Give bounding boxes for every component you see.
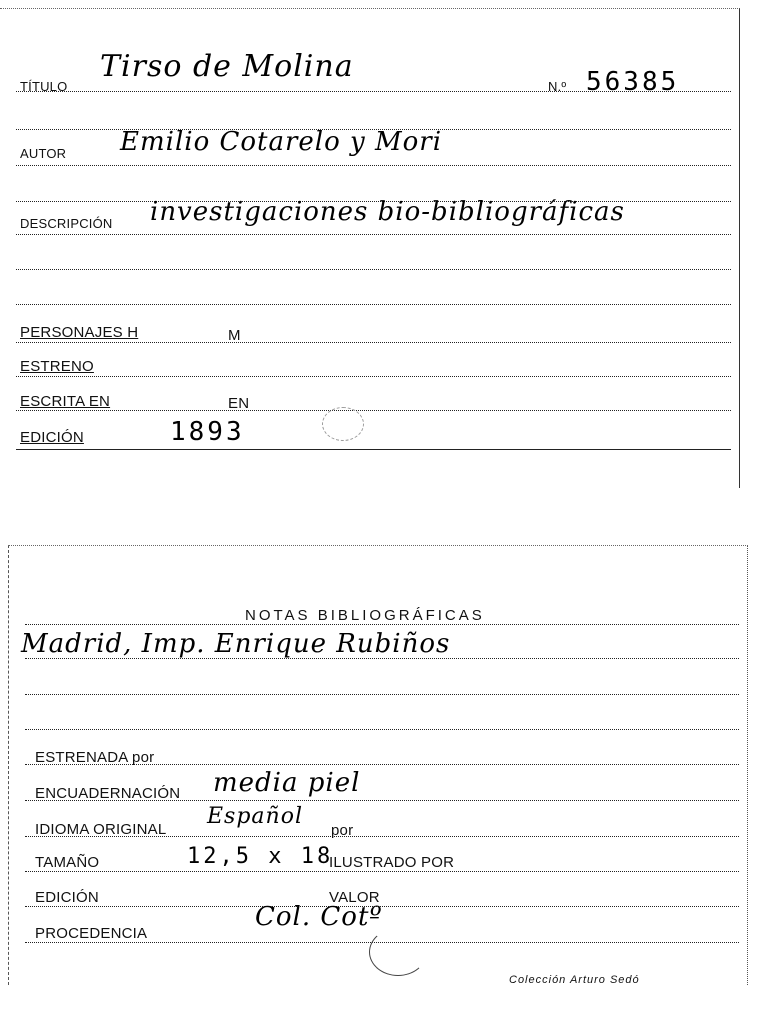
personajes-line: [16, 342, 731, 343]
estrenada-label: ESTRENADA por: [35, 749, 155, 766]
descripcion-value: investigaciones bio-bibliográficas: [150, 197, 625, 227]
escrita-label: ESCRITA EN: [20, 393, 111, 410]
estreno-line: [16, 376, 731, 377]
escrita-en-label: EN: [228, 395, 250, 412]
escrita-line: [16, 410, 731, 411]
paper-blot: [322, 407, 364, 441]
notas-line: [25, 658, 739, 659]
edicion-value: 1893: [170, 417, 245, 447]
encuadernacion-value: media piel: [213, 768, 361, 798]
encuadernacion-label: ENCUADERNACIÓN: [35, 785, 181, 802]
collection-footer: Colección Arturo Sedó: [509, 974, 640, 986]
idioma-label: IDIOMA ORIGINAL: [35, 821, 167, 838]
tamano-line: [25, 871, 739, 872]
valor-label: VALOR: [329, 889, 380, 906]
personajes-label: PERSONAJES H: [20, 324, 139, 341]
edicion-line: [16, 449, 731, 450]
paper-blot: [369, 928, 427, 976]
tamano-label: TAMAÑO: [35, 854, 100, 871]
personajes-m-label: M: [228, 327, 241, 344]
ilustrado-label: ILUSTRADO POR: [329, 854, 455, 871]
titulo-label: TÍTULO: [20, 79, 68, 94]
titulo-value: Tirso de Molina: [100, 49, 354, 84]
rule-line: [25, 729, 739, 730]
catalog-card-top: [0, 8, 740, 488]
autor-label: AUTOR: [20, 146, 67, 161]
idioma-value: Español: [207, 804, 303, 829]
autor-line: [16, 165, 731, 166]
catalog-card-bottom: [8, 545, 748, 985]
edicion-label: EDICIÓN: [20, 429, 84, 446]
rule-line: [16, 304, 731, 305]
descripcion-line: [16, 234, 731, 235]
descripcion-label: DESCRIPCIÓN: [20, 216, 113, 231]
autor-value: Emilio Cotarelo y Mori: [120, 127, 443, 157]
idioma-por-label: por: [331, 822, 354, 839]
numero-label: N.º: [548, 79, 567, 94]
rule-line: [25, 624, 739, 625]
procedencia-value: Col. Cotº: [255, 902, 383, 932]
edicion-label: EDICIÓN: [35, 889, 99, 906]
tamano-value: 12,5 x 18: [187, 844, 334, 869]
procedencia-label: PROCEDENCIA: [35, 925, 148, 942]
rule-line: [25, 694, 739, 695]
numero-value: 56385: [586, 67, 680, 97]
estreno-label: ESTRENO: [20, 358, 94, 375]
rule-line: [16, 269, 731, 270]
notas-value: Madrid, Imp. Enrique Rubiños: [21, 629, 451, 659]
notas-heading: NOTAS BIBLIOGRÁFICAS: [245, 607, 485, 624]
